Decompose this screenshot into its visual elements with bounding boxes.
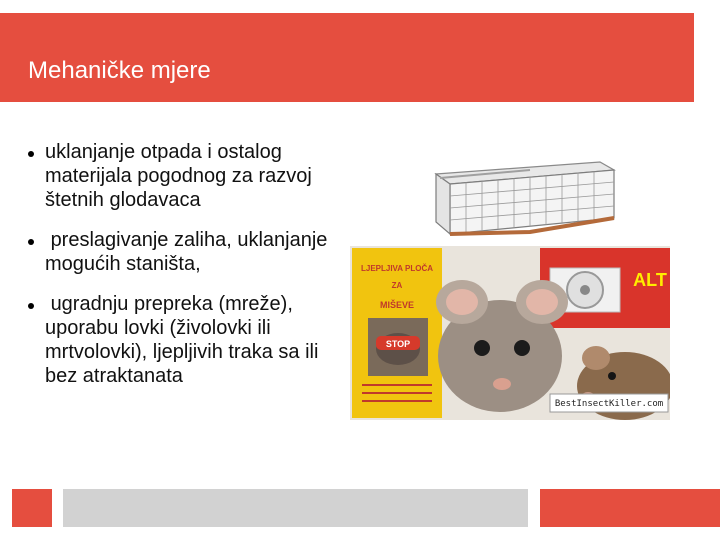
alt-box-label: ALT [633,270,667,290]
bullet-dot-icon [28,151,34,157]
stop-label: STOP [385,339,411,349]
cage-trap-image [430,160,620,240]
footer-accent-left [12,489,52,527]
bullet-list [28,140,333,404]
footer-bar [63,489,528,527]
bullet-text: ugradnju prepreka (mreže), uporabu lovki (živolovki ili mrtvolovki), ljepljivih traka sa ili bez atraktanata [45,293,324,387]
bullet-item [28,292,328,388]
glue-board-target: MIŠEVE [379,300,415,310]
bullet-text: preslagivanje zaliha, uklanjanje mogućih staništa, [45,229,333,275]
slide-title: Mehaničke mjere [28,57,211,84]
bullet-dot-icon [28,239,34,245]
bullet-dot-icon [28,303,34,309]
rodent-products-image [350,246,670,420]
footer-accent-right [540,489,720,527]
glue-board-subtitle: ZA [391,281,403,290]
bullet-item [28,140,328,212]
bullet-item [28,228,333,276]
glue-board-title: LJEPLJIVA PLOČA [360,264,434,273]
watermark-text: BestInsectKiller.com [554,399,664,409]
bullet-text: uklanjanje otpada i ostalog materijala pogodnog za razvoj štetnih glodavaca [45,141,312,211]
